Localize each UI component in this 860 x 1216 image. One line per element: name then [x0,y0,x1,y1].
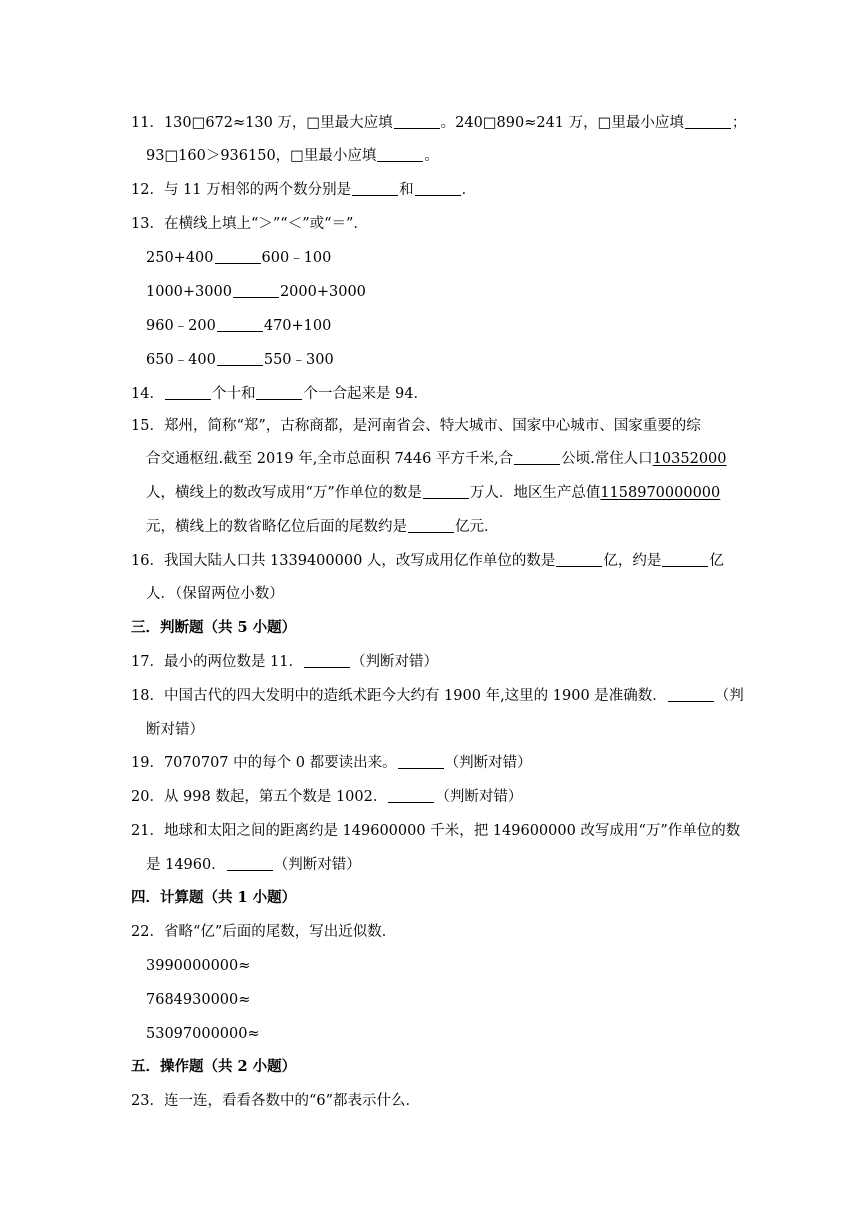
comparison-left: 960﹣200 [146,318,216,334]
section-heading-judgement: 三．判断题（共 5 小题） [131,619,297,636]
q15-text-c: 人，横线上的数改写成用“万”作单位的数是 [146,485,422,501]
question-15-line-3 [146,483,720,503]
answer-blank[interactable] [556,552,602,567]
question-13-title: 13．在横线上填上“＞”“＜”或“＝”． [131,216,368,232]
answer-blank[interactable] [227,856,273,871]
q15-text-b: 公顷.常住人口 [561,451,653,467]
q21-text-b: （判断对错） [273,857,361,873]
question-22-title: 22．省略“亿”后面的尾数，写出近似数． [131,924,397,940]
q14-text-b: 个十和 [211,386,256,402]
q18-text-b: （判 [714,688,744,704]
question-15-line-4 [146,517,499,537]
question-18-line-1 [131,686,744,706]
approximation-item: 3990000000≈ [146,958,251,974]
q14-text-c: 个一合起来是 94． [303,386,429,402]
answer-blank[interactable] [423,484,469,499]
q19-text-b: （判断对错） [444,755,532,771]
section-heading-operation: 五．操作题（共 2 小题） [131,1058,297,1075]
question-21-line-1: 21．地球和太阳之间的距离约是 149600000 千米，把 149600000 改写成用“万”作单位的数 [131,823,741,839]
comparison-right: 2000+3000 [279,284,366,300]
q11-text-e: 。 [424,148,439,164]
question-20 [131,787,522,807]
q21-text-a: 是 14960． [146,857,226,873]
q11-text-b: 。240□890≈241 万，□里最小应填 [440,115,684,131]
q17-text-a: 17．最小的两位数是 11． [131,654,304,670]
comparison-left: 250+400 [146,250,214,266]
answer-blank[interactable] [415,181,461,196]
q15-text-f: 亿元． [455,519,499,535]
q17-text-b: （判断对错） [351,654,439,670]
comparison-right: 600﹣100 [261,250,332,266]
answer-blank[interactable] [165,385,211,400]
q19-text-a: 19．7070707 中的每个 0 都要读出来。 [131,755,397,771]
comparison-row [146,282,366,302]
answer-blank[interactable] [217,351,263,366]
question-14 [131,384,428,404]
q16-text-b: 亿，约是 [603,553,662,569]
answer-blank[interactable] [398,754,444,769]
approximation-item: 7684930000≈ [146,992,251,1008]
answer-blank[interactable] [377,147,423,162]
answer-blank[interactable] [662,552,708,567]
q12-text-c: ． [461,182,477,198]
question-15-line-1: 15．郑州，简称“郑”，古称商都，是河南省会、特大城市、国家中心城市、国家重要的综 [131,418,701,434]
answer-blank[interactable] [685,114,731,129]
comparison-row [146,248,331,268]
answer-blank[interactable] [408,518,454,533]
underlined-number: 1158970000000 [600,485,721,501]
question-11-line-1 [131,113,746,133]
question-21-line-2 [146,855,361,875]
q12-text-a: 12．与 11 万相邻的两个数分别是 [131,182,352,198]
q11-text-a: 11．130□672≈130 万，□里最大应填 [131,115,393,131]
comparison-row [146,350,334,370]
question-18-line-2: 断对错） [146,722,204,738]
answer-blank[interactable] [352,181,398,196]
question-15-line-2 [146,449,727,469]
q15-text-d: 万人．地区生产总值 [469,485,601,501]
answer-blank[interactable] [233,283,279,298]
comparison-right: 550﹣300 [263,352,334,368]
answer-blank[interactable] [388,788,434,803]
question-19 [131,753,532,773]
answer-blank[interactable] [394,114,440,129]
question-11-line-2 [146,146,439,166]
q12-text-b: 和 [399,182,414,198]
question-12 [131,180,476,200]
answer-blank[interactable] [668,687,714,702]
q18-text-a: 18．中国古代的四大发明中的造纸术距今大约有 1900 年,这里的 1900 是准确数． [131,688,667,704]
answer-blank[interactable] [514,450,560,465]
answer-blank[interactable] [304,653,350,668]
q16-text-c: 亿 [709,553,724,569]
q20-text-a: 20．从 998 数起，第五个数是 1002． [131,789,388,805]
q11-text-c: ； [731,115,747,131]
comparison-left: 1000+3000 [146,284,232,300]
q16-text-a: 16．我国大陆人口共 1339400000 人，改写成用亿作单位的数是 [131,553,556,569]
section-heading-calculation: 四．计算题（共 1 小题） [131,889,297,906]
underlined-number: 10352000 [652,451,727,467]
comparison-right: 470+100 [263,318,332,334]
q14-text-a: 14． [131,386,164,402]
comparison-left: 650﹣400 [146,352,216,368]
question-16-line-1 [131,551,724,571]
answer-blank[interactable] [217,317,263,332]
question-23-title: 23．连一连，看看各数中的“6”都表示什么． [131,1093,421,1109]
answer-blank[interactable] [256,385,302,400]
question-16-line-2: 人．（保留两位小数） [146,586,284,602]
q15-text-a: 合交通枢纽.截至 2019 年,全市总面积 7446 平方千米,合 [146,451,514,467]
q20-text-b: （判断对错） [435,789,523,805]
comparison-row [146,316,331,336]
approximation-item: 53097000000≈ [146,1026,260,1042]
q11-text-d: 93□160＞936150，□里最小应填 [146,148,377,164]
q15-text-e: 元，横线上的数省略亿位后面的尾数约是 [146,519,407,535]
answer-blank[interactable] [215,249,261,264]
question-17 [131,652,438,672]
